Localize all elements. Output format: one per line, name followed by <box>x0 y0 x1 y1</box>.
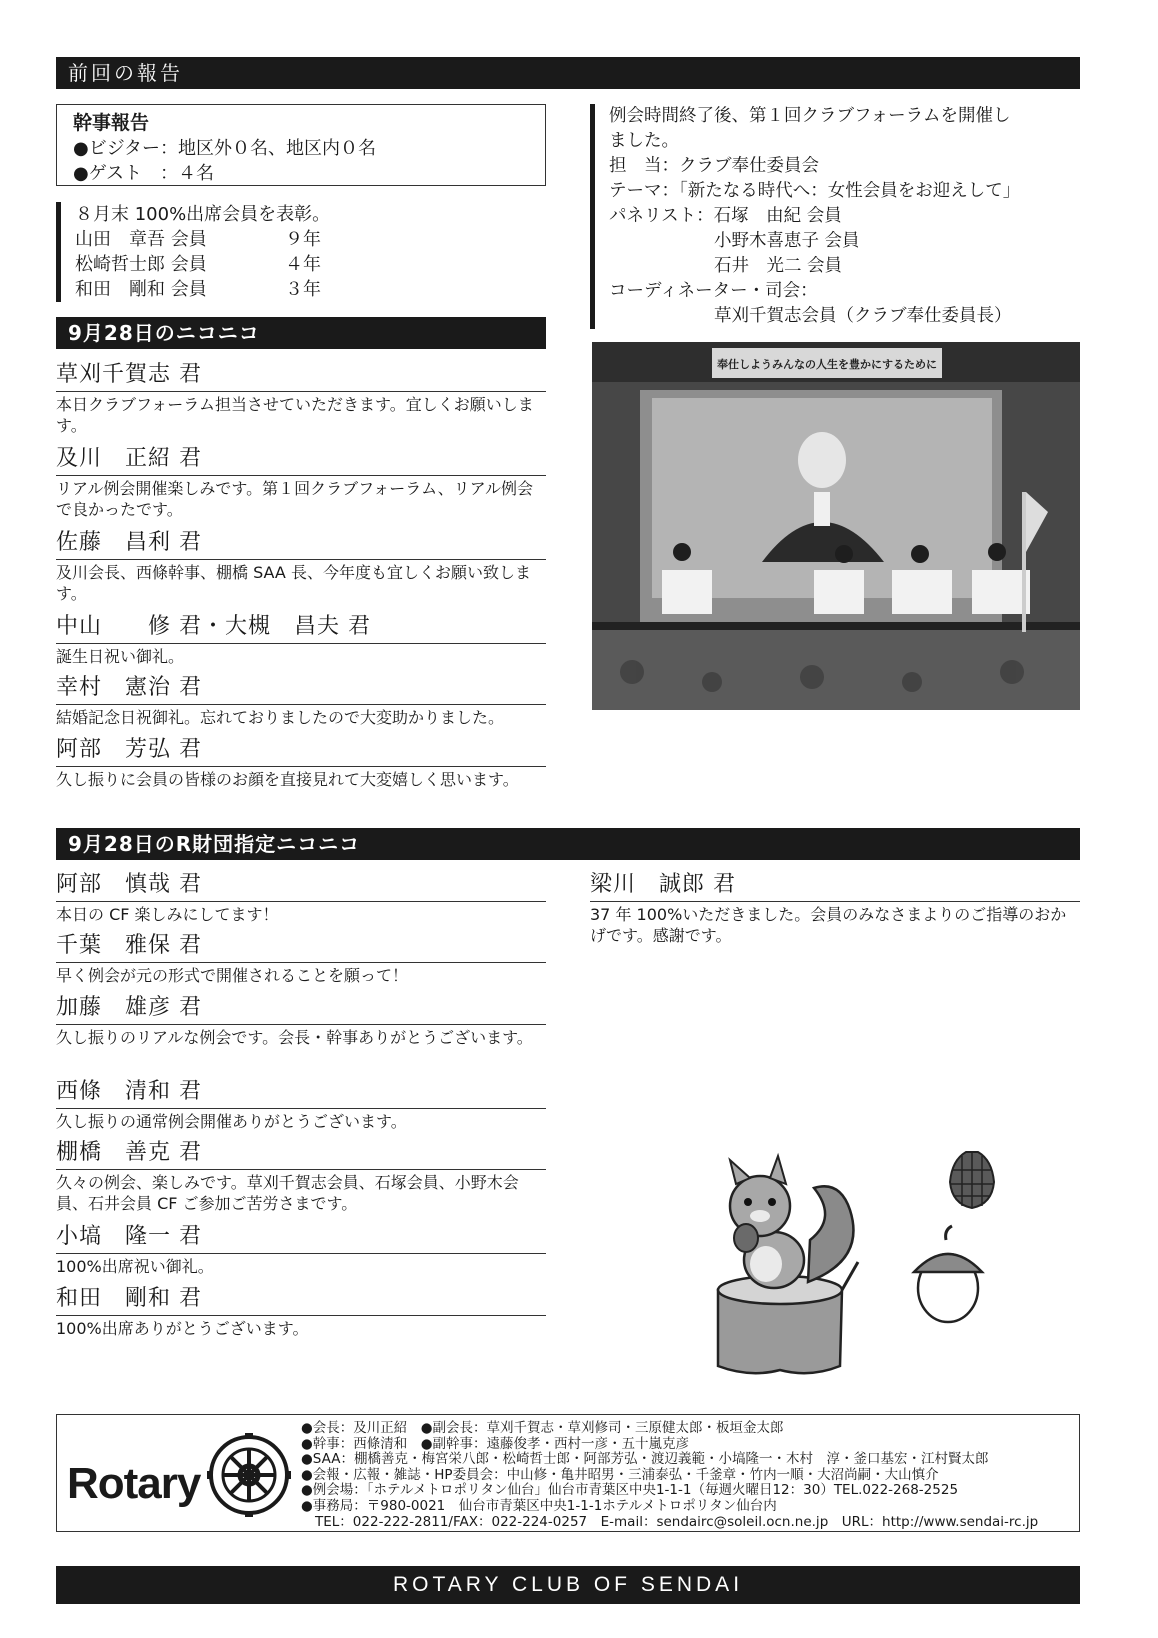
secretary-report-box <box>56 104 546 186</box>
member-name: 佐藤 昌利 君 <box>56 528 546 560</box>
section-title-previous-report: 前回の報告 <box>56 57 1080 89</box>
member-name: 和田 剛和 君 <box>56 1284 546 1316</box>
member-message: 37 年 100%いただきました。会員のみなさまよりのご指導のおかげです。感謝です。 <box>590 905 1067 945</box>
member-message: 100%出席祝い御礼。 <box>56 1257 214 1276</box>
secretary-report-title: 幹事報告 <box>73 112 150 134</box>
visitors-line: ●ビジター：地区外０名、地区内０名 <box>73 138 376 159</box>
photo-banner-text: 奉仕しようみんなの人生を豊かにするために <box>717 358 937 371</box>
member-name: 阿部 慎哉 君 <box>56 870 546 902</box>
member-name: 千葉 雅保 君 <box>56 931 546 963</box>
member-message: 本日クラブフォーラム担当させていただきます。宜しくお願いします。 <box>56 395 534 435</box>
member-name: 幸村 憲治 君 <box>56 673 546 705</box>
member-name: 小塙 隆一 君 <box>56 1222 546 1254</box>
nikoniko-entry <box>56 612 546 667</box>
foundation-entry <box>56 870 546 925</box>
attendance-row: 和田 剛和 会員 ３年 <box>75 279 321 300</box>
attendance-heading: ８月末 100%出席会員を表彰。 <box>75 204 331 225</box>
acorn-icon <box>914 1226 982 1322</box>
nikoniko-entry <box>56 673 546 728</box>
foundation-entry <box>56 993 546 1048</box>
nikoniko-entry <box>56 444 546 520</box>
club-name-bar: ROTARY CLUB OF SENDAI <box>56 1566 1080 1604</box>
foundation-entry <box>56 1284 546 1339</box>
forum-photo <box>592 342 1080 710</box>
footer-info-box <box>56 1414 1080 1532</box>
club-officers-info: ●会長：及川正紹 ●副会長：草刈千賀志・草刈修司・三原健太郎・板垣金太郎 ●幹事：西條清和 ●副幹事：遠藤俊孝・西村一彦・五十嵐克彦 ●SAA：棚橋善克・梅宮栄八郎・松崎哲士郎・阿部芳弘・渡辺義範・小塙隆一・木村 淳・釜口基宏・江村賢太郎 ●会報・広報・雑誌・HP委員会：中山修・亀井昭男・三浦泰弘・千釜章・竹内一順・大沼尚嗣・大山慎介 ●例会場：「ホテルメトロポリタン仙台」仙台市青葉区中央1-1-1（毎週火曜日12：30）TEL.022-268-2525 ●事務局：〒980-0021 仙台市青葉区中央1-1-1ホテルメトロポリタン仙台内 TEL：022-222-2811/FAX：022-224-0257 E-mail：sendairc@soleil.ocn.ne.jp URL：http://www.sendai-rc.jp <box>301 1420 1039 1530</box>
member-name: 西條 清和 君 <box>56 1077 546 1109</box>
rotary-logo-text: Rotary <box>67 1459 201 1508</box>
member-message: 誕生日祝い御礼。 <box>56 647 185 666</box>
member-name: 及川 正紹 君 <box>56 444 546 476</box>
section-title-foundation-nikoniko: 9月28日のR財団指定ニコニコ <box>56 828 1080 860</box>
squirrel-icon <box>730 1156 853 1288</box>
member-message: 久し振りのリアルな例会です。会長・幹事ありがとうございます。 <box>56 1028 533 1047</box>
pine-cone-icon <box>950 1152 994 1208</box>
member-message: 本日の CF 楽しみにしてます！ <box>56 905 279 924</box>
foundation-entry <box>56 931 546 986</box>
contact-line: TEL：022-222-2811/FAX：022-224-0257 E-mail：sendairc@soleil.ocn.ne.jp URL：http://www.sendai-rc.jp <box>315 1513 1039 1530</box>
section-title-nikoniko: 9月28日のニコニコ <box>56 317 546 349</box>
attendance-block <box>56 202 546 302</box>
foundation-entry <box>56 1222 546 1277</box>
squirrel-illustration <box>690 1140 1050 1380</box>
rotary-wheel-icon <box>207 1433 291 1517</box>
foundation-entry <box>56 1077 546 1132</box>
member-name: 阿部 芳弘 君 <box>56 735 546 767</box>
member-name: 棚橋 善克 君 <box>56 1138 546 1170</box>
guests-line: ●ゲスト ：４名 <box>73 163 214 184</box>
member-message: 久々の例会、楽しみです。草刈千賀志会員、石塚会員、小野木会員、石井会員 CF ご参加ご苦労さまです。 <box>56 1173 519 1213</box>
nikoniko-entry <box>56 360 546 436</box>
nikoniko-entry <box>56 528 546 604</box>
member-name: 中山 修 君・大槻 昌夫 君 <box>56 612 546 644</box>
forum-block: 例会時間終了後、第１回クラブフォーラムを開催し ました。 担 当：クラブ奉仕委員会 テーマ：「新たなる時代へ：女性会員をお迎えして」 パネリスト：石塚 由紀 会員 小野木喜恵子 会員 石井 光二 会員 コーディネーター・司会： 草刈千賀志会員（クラブ奉仕委員長） <box>590 104 1080 329</box>
member-message: 及川会長、西條幹事、棚橋 SAA 長、今年度も宜しくお願い致します。 <box>56 563 531 603</box>
foundation-entry <box>590 870 1080 946</box>
attendance-row: 山田 章吾 会員 ９年 <box>75 229 321 250</box>
nikoniko-entry <box>56 735 546 790</box>
member-message: 100%出席ありがとうございます。 <box>56 1319 309 1338</box>
member-message: 久し振りに会員の皆様のお顔を直接見れて大変嬉しく思います。 <box>56 770 519 789</box>
attendance-row: 松崎哲士郎 会員 ４年 <box>75 254 321 275</box>
member-message: 結婚記念日祝御礼。忘れておりましたので大変助かりました。 <box>56 708 505 727</box>
member-message: 久し振りの通常例会開催ありがとうございます。 <box>56 1112 407 1131</box>
foundation-entry <box>56 1138 546 1214</box>
member-name: 草刈千賀志 君 <box>56 360 546 392</box>
member-message: 早く例会が元の形式で開催されることを願って！ <box>56 966 409 985</box>
member-name: 梁川 誠郎 君 <box>590 870 1080 902</box>
member-message: リアル例会開催楽しみです。第１回クラブフォーラム、リアル例会で良かったです。 <box>56 479 533 519</box>
member-name: 加藤 雄彦 君 <box>56 993 546 1025</box>
